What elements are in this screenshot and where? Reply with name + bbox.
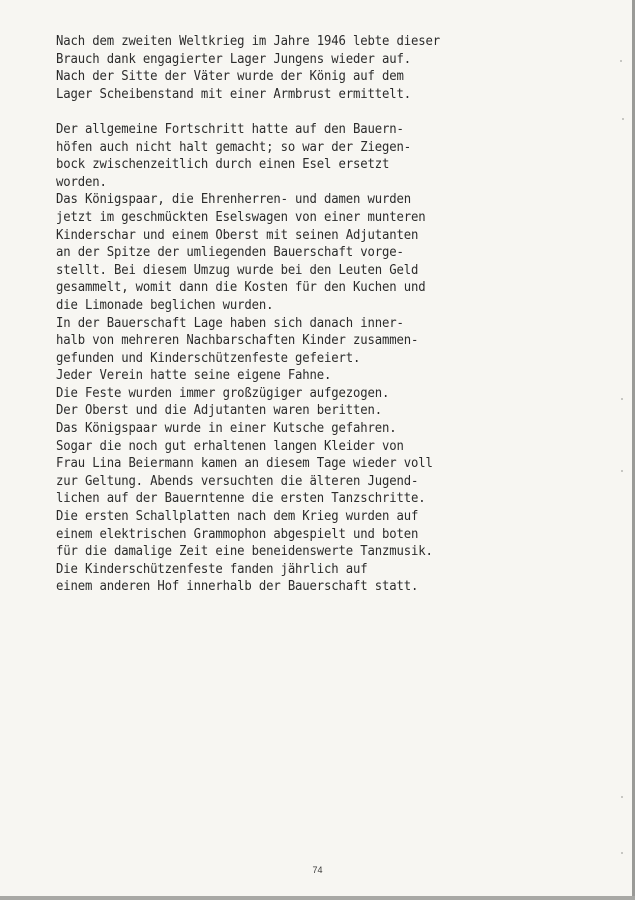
text-line: In der Bauerschaft Lage haben sich danach inner-	[56, 315, 404, 331]
page-number: 74	[312, 865, 323, 875]
text-line: Der Oberst und die Adjutanten waren beritten.	[56, 403, 382, 419]
text-line: einem anderen Hof innerhalb der Bauerschaft statt.	[56, 579, 419, 595]
text-line: jetzt im geschmückten Eselswagen von einer munteren	[56, 209, 426, 225]
text-line: stellt. Bei diesem Umzug wurde bei den Leuten Geld	[56, 262, 419, 278]
text-line: bock zwischenzeitlich durch einen Esel ersetzt	[56, 157, 390, 173]
scan-speck	[620, 60, 622, 62]
text-line: Das Königspaar, die Ehrenherren- und damen wurden	[56, 192, 411, 208]
text-line: einem elektrischen Grammophon abgespielt und boten	[56, 526, 419, 542]
body-text	[56, 33, 540, 596]
text-line: höfen auch nicht halt gemacht; so war der Ziegen-	[56, 139, 411, 155]
text-line: Frau Lina Beiermann kamen an diesem Tage wieder voll	[56, 456, 433, 472]
text-line: Sogar die noch gut erhaltenen langen Kleider von	[56, 438, 404, 454]
page-edge-shadow-bottom	[0, 896, 635, 900]
text-line: lichen auf der Bauerntenne die ersten Tanzschritte.	[56, 491, 426, 507]
paragraph-1	[56, 33, 540, 103]
text-line: Jeder Verein hatte seine eigene Fahne.	[56, 368, 332, 384]
text-line: gefunden und Kinderschützenfeste gefeiert.	[56, 350, 361, 366]
scan-speck	[621, 852, 623, 854]
scan-speck	[622, 118, 624, 120]
text-line: zur Geltung. Abends versuchten die älteren Jugend-	[56, 473, 419, 489]
text-line: Lager Scheibenstand mit einer Armbrust ermittelt.	[56, 86, 411, 102]
paragraph-2	[56, 121, 540, 596]
text-line: an der Spitze der umliegenden Bauerschaft vorge-	[56, 245, 404, 261]
text-line: Die ersten Schallplatten nach dem Krieg wurden auf	[56, 509, 419, 525]
text-line: für die damalige Zeit eine beneidenswerte Tanzmusik.	[56, 544, 433, 560]
text-line: Die Kinderschützenfeste fanden jährlich auf	[56, 561, 368, 577]
text-line: Kinderschar und einem Oberst mit seinen Adjutanten	[56, 227, 419, 243]
scan-speck	[621, 398, 623, 400]
text-line: worden.	[56, 174, 107, 190]
text-line: Nach der Sitte der Väter wurde der König auf dem	[56, 69, 404, 85]
scan-speck	[621, 796, 623, 798]
text-line: Nach dem zweiten Weltkrieg im Jahre 1946 lebte dieser	[56, 34, 440, 49]
text-line: Brauch dank engagierter Lager Jungens wieder auf.	[56, 51, 411, 67]
text-line: gesammelt, womit dann die Kosten für den Kuchen und	[56, 280, 426, 296]
text-line: halb von mehreren Nachbarschaften Kinder zusammen-	[56, 333, 419, 349]
paragraph-gap	[56, 103, 540, 121]
text-line: Der allgemeine Fortschritt hatte auf den Bauern-	[56, 121, 404, 137]
text-line: Die Feste wurden immer großzügiger aufgezogen.	[56, 385, 390, 401]
scan-speck	[621, 470, 623, 472]
text-line: die Limonade beglichen wurden.	[56, 297, 274, 313]
text-line: Das Königspaar wurde in einer Kutsche gefahren.	[56, 421, 397, 437]
